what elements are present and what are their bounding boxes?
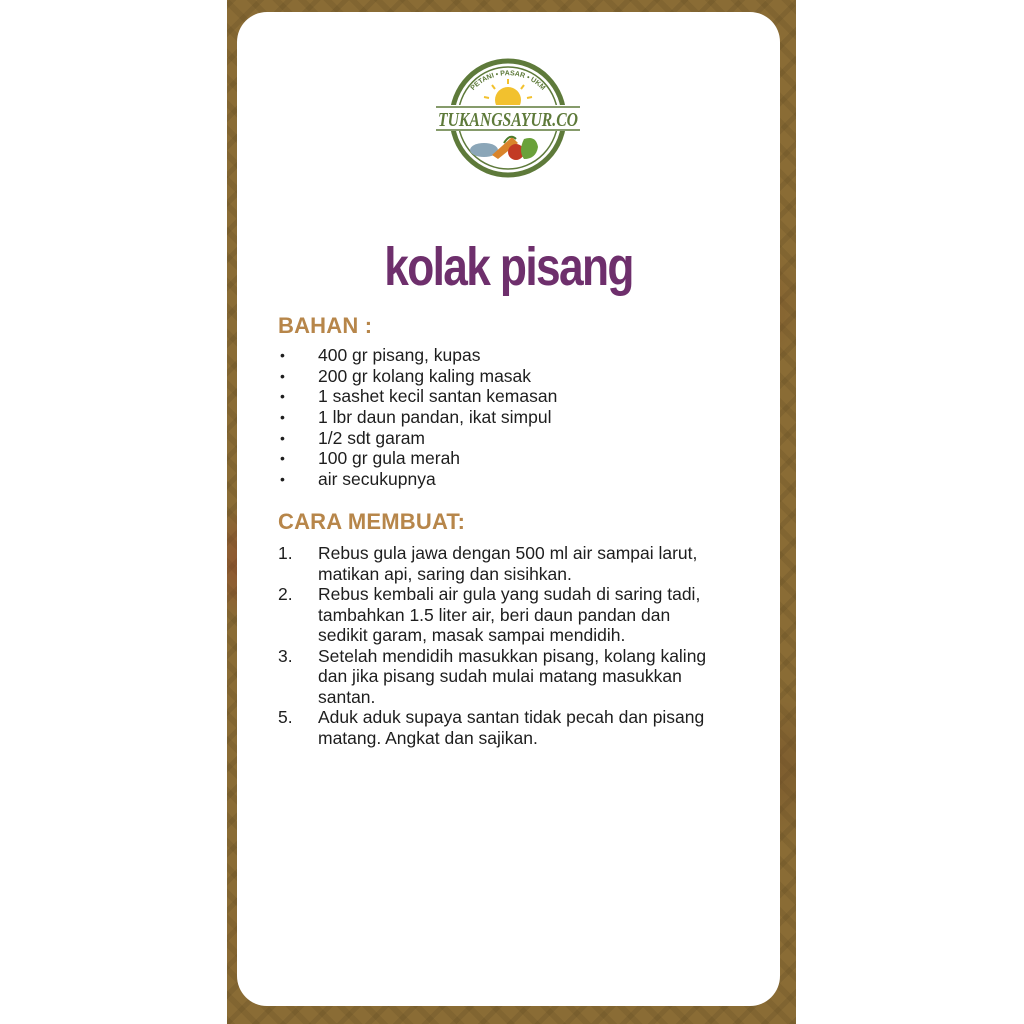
bullet-icon: •	[280, 367, 285, 384]
recipe-title: kolak pisang	[384, 237, 633, 297]
ingredient-text: 1/2 sdt garam	[318, 427, 425, 448]
step-text: Setelah mendidih masukkan pisang, kolang kaling	[318, 645, 707, 666]
logo-arc-text: PETANI • PASAR • UKM	[469, 70, 547, 92]
step-text: santan.	[318, 686, 376, 707]
ingredient-text: 1 lbr daun pandan, ikat simpul	[318, 407, 552, 428]
method-steps	[278, 543, 748, 748]
step-text: matang. Angkat dan sajikan.	[318, 727, 538, 748]
step-text: sedikit garam, masak sampai mendidih.	[318, 625, 626, 645]
step-text: matikan api, saring dan sisihkan.	[318, 563, 572, 584]
bullet-icon: •	[280, 409, 285, 426]
method-heading: CARA MEMBUAT:	[278, 509, 466, 534]
ingredients-list	[278, 345, 748, 490]
ingredient-item	[278, 469, 748, 490]
step-number: 3.	[278, 645, 293, 666]
bullet-icon: •	[280, 388, 285, 405]
step-text: tambahkan 1.5 liter air, beri daun pandan dan	[318, 604, 671, 625]
ingredient-text: 400 gr pisang, kupas	[318, 345, 481, 365]
tukangsayur-logo	[432, 55, 584, 180]
step-item	[278, 707, 748, 748]
ingredient-item	[278, 366, 748, 387]
bullet-icon: •	[280, 429, 285, 446]
step-number: 1.	[278, 543, 293, 563]
logo-brand-text: TUKANGSAYUR.CO	[438, 109, 578, 131]
ingredient-text: air secukupnya	[318, 469, 436, 490]
ingredient-item	[278, 448, 748, 469]
step-text: Rebus kembali air gula yang sudah di saring tadi,	[318, 584, 701, 604]
step-item	[278, 543, 748, 584]
bullet-icon: •	[280, 450, 285, 467]
ingredient-item	[278, 386, 748, 407]
step-item	[278, 646, 748, 708]
ingredients-heading: BAHAN :	[278, 313, 373, 338]
step-text: Rebus gula jawa dengan 500 ml air sampai larut,	[318, 543, 698, 563]
bullet-icon: •	[280, 347, 285, 363]
step-item	[278, 584, 748, 646]
step-number: 2.	[278, 584, 293, 604]
bullet-icon: •	[280, 471, 285, 488]
ingredient-text: 100 gr gula merah	[318, 448, 461, 469]
ingredient-item	[278, 345, 748, 366]
ingredient-item	[278, 428, 748, 449]
ingredient-item	[278, 407, 748, 428]
ingredient-text: 200 gr kolang kaling masak	[318, 365, 532, 386]
step-text: dan jika pisang sudah mulai matang masukkan	[318, 666, 682, 686]
step-text: Aduk aduk supaya santan tidak pecah dan pisang	[318, 707, 705, 727]
ingredient-text: 1 sashet kecil santan kemasan	[318, 386, 558, 407]
step-number: 5.	[278, 707, 293, 727]
